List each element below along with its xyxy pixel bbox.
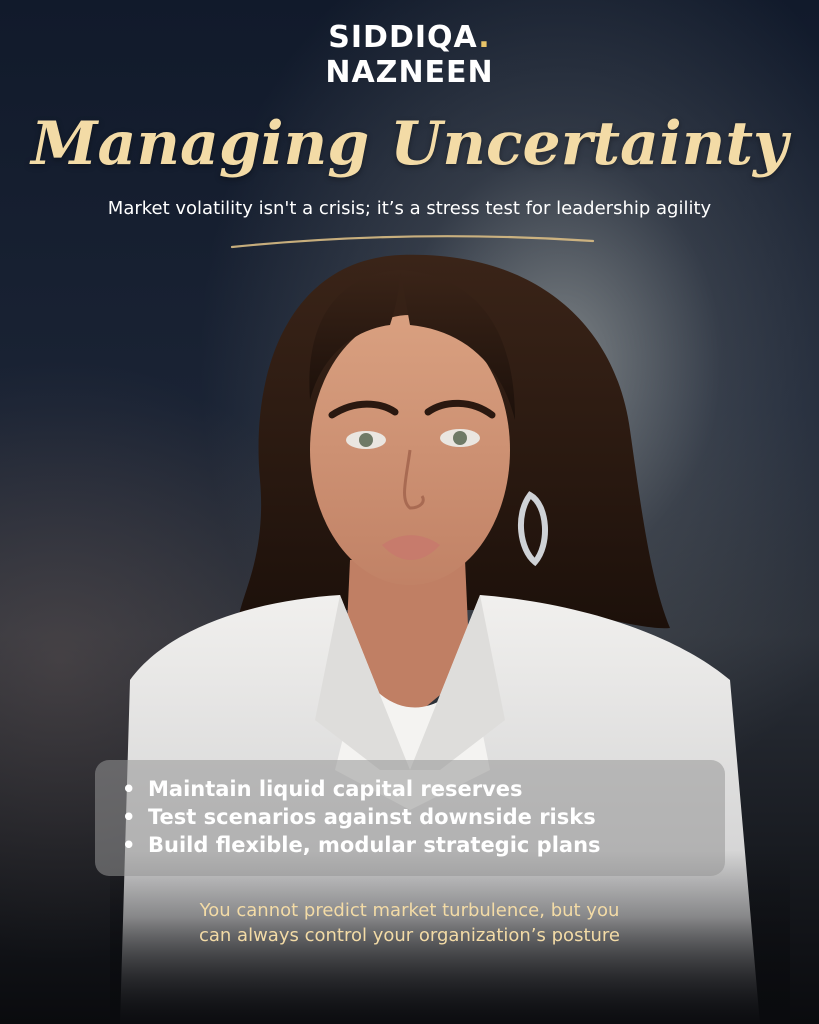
brand-line1: SIDDIQA <box>328 20 479 55</box>
subheadline: Market volatility isn't a crisis; it’s a stress test for leadership agility <box>107 198 712 219</box>
closing-line-1: You cannot predict market turbulence, but you <box>199 900 620 921</box>
closing-line-2: can always control your organization’s posture <box>198 925 620 946</box>
tips-list <box>122 775 601 859</box>
tip-text: Test scenarios against downside risks <box>148 805 596 829</box>
brand-line2: NAZNEEN <box>325 55 494 90</box>
tip-item <box>122 775 601 803</box>
bullet-dot-icon: • <box>122 777 136 801</box>
gold-swoosh-divider <box>230 231 595 251</box>
tip-item <box>122 831 601 859</box>
brand-logo <box>0 20 819 90</box>
bullet-dot-icon: • <box>122 805 136 829</box>
brand-dot: . <box>478 20 491 55</box>
headline: Managing Uncertainty <box>31 109 788 179</box>
tip-text: Build flexible, modular strategic plans <box>148 833 601 857</box>
tip-item <box>122 803 601 831</box>
closing-quote <box>0 898 819 948</box>
tip-text: Maintain liquid capital reserves <box>148 777 523 801</box>
bullet-dot-icon: • <box>122 833 136 857</box>
